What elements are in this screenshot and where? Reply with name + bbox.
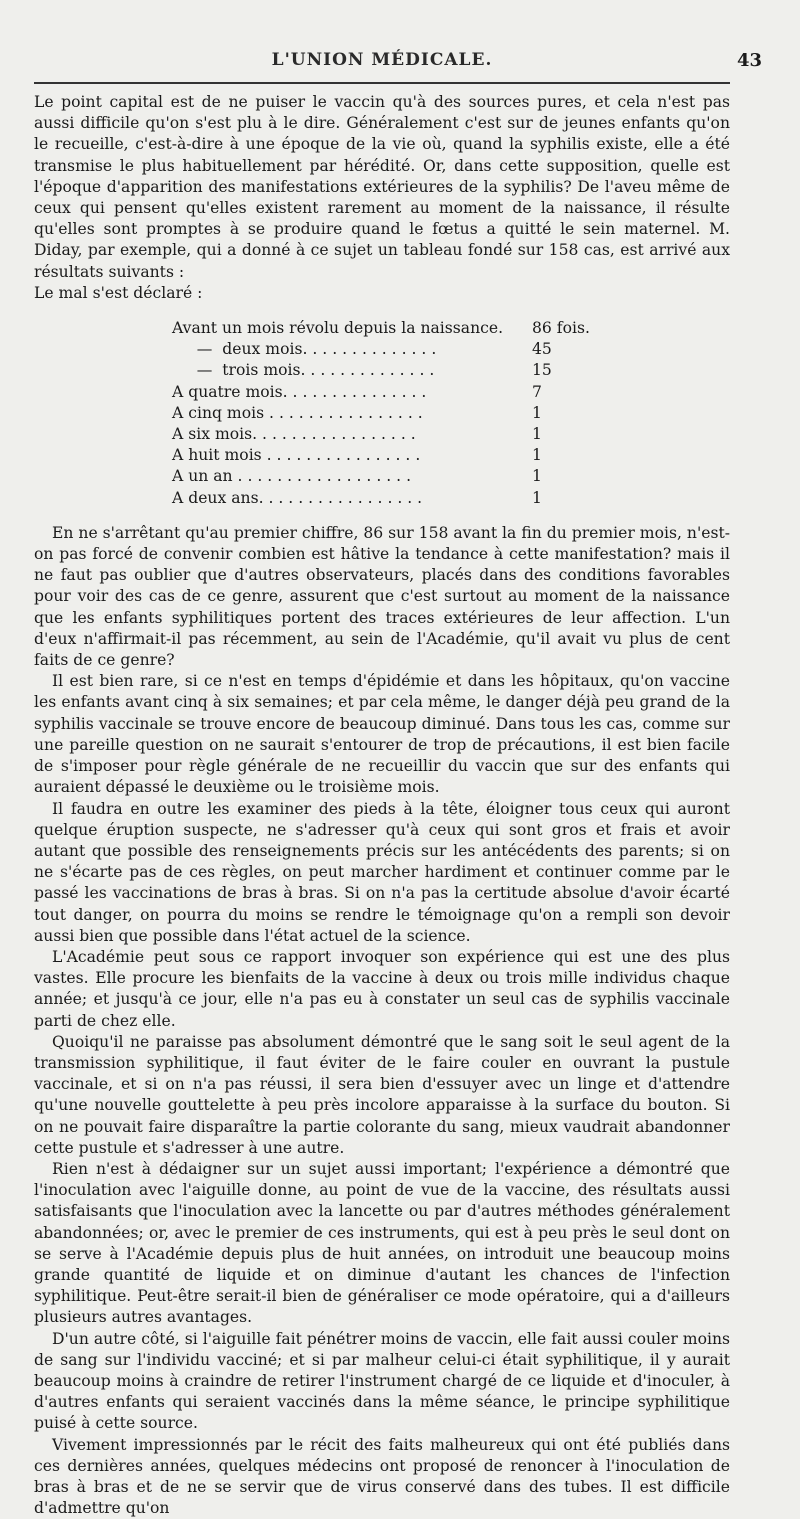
paragraph: Il est bien rare, si ce n'est en temps d'épidémie et dans les hôpitaux, qu'on vaccine les enfants avant cinq à six semaines; et par cela même, le danger déjà peu grand de la syphilis vaccinale se trouve encore de beaucoup diminué. Dans tous les cas, comme sur une pareille question on ne saurait s'entourer de trop de précautions, il est bien facile de s'imposer pour règle générale de ne recueillir du vaccin que sur des enfants qui auraient dépassé le deuxième ou le troisième mois. xyxy=(34,672,730,797)
row-value: 45 xyxy=(532,340,552,359)
paragraph: Quoiqu'il ne paraisse pas absolument démontré que le sang soit le seul agent de la transmission syphilitique, il faut éviter de le faire couler en ouvrant la pustule vaccinale, et si on n'a pas réussi, il sera bien d'essuyer avec un linge et d'attendre qu'une nouvelle gouttelette à peu près incolore apparaisse à la surface du bouton. Si on ne pouvait faire disparaître la partie colorante du sang, mieux vaudrait abandonner cette pustule et s'adresser à une autre. xyxy=(34,1032,730,1157)
row-label: Avant un mois révolu depuis la naissance. xyxy=(172,319,504,338)
paragraph: En ne s'arrêtant qu'au premier chiffre, 86 sur 158 avant la fin du premier mois, n'est-on pas forcé de convenir combien est hâtive la tendance à cette manifestation? mais il ne faut pas oublier que d'autres observateurs, placés dans des conditions favorables pour voir des cas de ce genre, assurent que c'est surtout au moment de la naissance que les enfants syphilitiques portent des traces extérieures de leur affection. L'un d'eux n'affirmait-il pas récemment, au sein de l'Académie, qu'il avait vu plus de cent faits de ce genre? xyxy=(34,523,730,670)
paragraph: Le point capital est de ne puiser le vaccin qu'à des sources pures, et cela n'est pas aussi difficile qu'on s'est plu à le dire. Généralement c'est sur de jeunes enfants qu'on le recueille, c'est-à-dire à une époque de la vie où, quand la syphilis existe, elle a été transmise le plus habituellement par hérédité. Or, dans cette supposition, quelle est l'époque d'apparition des manifestations extérieures de la syphilis? De l'aveu même de ceux qui pensent qu'elles existent rarement au moment de la naissance, il résulte qu'elles sont promptes à se produire quand le fœtus a quitté le sein maternel. M. Diday, par exemple, qui a donné à ce sujet un tableau fondé sur 158 cas, est arrivé aux résultats suivants : xyxy=(34,93,730,281)
running-title: L'UNION MÉDICALE. xyxy=(271,50,493,70)
table-row xyxy=(172,488,592,509)
paragraph: D'un autre côté, si l'aiguille fait pénétrer moins de vaccin, elle fait aussi couler moins de sang sur l'individu vacciné; et si par malheur celui-ci était syphilitique, il y aurait beaucoup moins à craindre de retirer l'instrument chargé de ce liquide et d'inoculer, à d'autres enfants qui seraient vaccinés dans la même séance, le principe syphilitique puisé à cette source. xyxy=(34,1329,730,1433)
table-row xyxy=(172,339,592,360)
page-number: 43 xyxy=(736,50,762,71)
table-row xyxy=(172,466,592,487)
onset-table xyxy=(172,318,592,509)
row-label: A deux ans. . . . . . . . . . . . . . . . . xyxy=(172,488,423,507)
row-label: A huit mois . . . . . . . . . . . . . . . . xyxy=(172,446,421,465)
row-value: 1 xyxy=(532,467,542,486)
row-label: — trois mois. . . . . . . . . . . . . . xyxy=(172,361,435,380)
paragraph: Le mal s'est déclaré : xyxy=(34,283,203,302)
table-row xyxy=(172,445,592,466)
row-value: 15 xyxy=(532,361,552,380)
table-row xyxy=(172,360,592,381)
row-label: A cinq mois . . . . . . . . . . . . . . . . xyxy=(172,403,423,422)
row-value: 7 xyxy=(532,382,542,401)
body-text xyxy=(34,92,730,1519)
row-label: A un an . . . . . . . . . . . . . . . . . . xyxy=(172,467,412,486)
row-label: A quatre mois. . . . . . . . . . . . . . . xyxy=(172,382,427,401)
row-value: 1 xyxy=(532,488,542,507)
table-row xyxy=(172,403,592,424)
row-value: 86 fois. xyxy=(532,319,590,338)
row-value: 1 xyxy=(532,425,542,444)
paragraph: L'Académie peut sous ce rapport invoquer son expérience qui est une des plus vastes. Elle procure les bienfaits de la vaccine à deux ou trois mille individus chaque année; et jusqu'à ce jour, elle n'a pas eu à constater un seul cas de syphilis vaccinale parti de chez elle. xyxy=(34,947,730,1030)
table-row xyxy=(172,318,592,339)
header-rule xyxy=(34,82,730,84)
row-value: 1 xyxy=(532,446,542,465)
paragraph: Vivement impressionnés par le récit des faits malheureux qui ont été publiés dans ces dernières années, quelques médecins ont proposé de renoncer à l'inoculation de bras à bras et de ne se servir que de virus conservé dans des tubes. Il est difficile d'admettre qu'on xyxy=(34,1435,730,1518)
paragraph: Rien n'est à dédaigner sur un sujet aussi important; l'expérience a démontré que l'inoculation avec l'aiguille donne, au point de vue de la vaccine, des résultats aussi satisfaisants que l'inoculation avec la lancette ou par d'autres méthodes généralement abandonnées; or, avec le premier de ces instruments, qui est à peu près le seul dont on se serve à l'Académie depuis plus de huit années, on introduit une beaucoup moins grande quantité de liquide et on diminue d'autant les chances de l'infection syphilitique. Peut-être serait-il bien de généraliser ce mode opératoire, qui a d'ailleurs plusieurs autres avantages. xyxy=(34,1159,730,1327)
paragraph: Il faudra en outre les examiner des pieds à la tête, éloigner tous ceux qui auront quelque éruption suspecte, ne s'adresser qu'à ceux qui sont gros et frais et avoir autant que possible des renseignements précis sur les antécédents des parents; si on ne s'écarte pas de ces règles, on peut marcher hardiment et continuer comme par le passé les vaccinations de bras à bras. Si on n'a pas la certitude absolue d'avoir écarté tout danger, on pourra du moins se rendre le témoignage qu'on a rempli son devoir aussi bien que possible dans l'état actuel de la science. xyxy=(34,799,730,945)
table-row xyxy=(172,424,592,445)
row-label: — deux mois. . . . . . . . . . . . . . xyxy=(172,340,437,359)
table-row xyxy=(172,382,592,403)
page-header xyxy=(34,42,762,78)
row-label: A six mois. . . . . . . . . . . . . . . . . xyxy=(172,425,416,444)
row-value: 1 xyxy=(532,403,542,422)
